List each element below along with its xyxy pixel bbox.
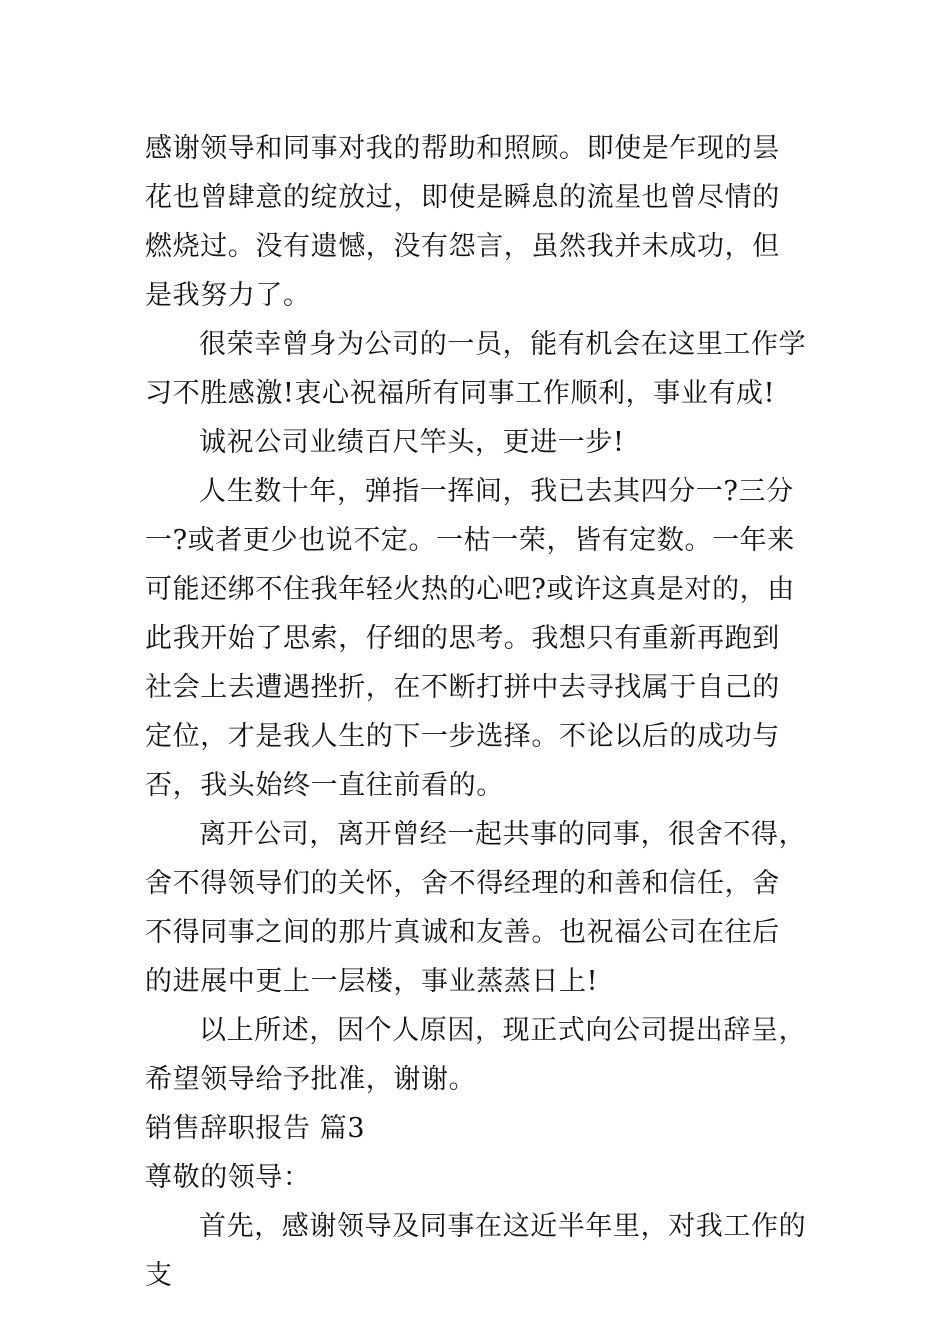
paragraph-gratitude: 感谢领导和同事对我的帮助和照顾。即使是乍现的昙花也曾肆意的绽放过，即使是瞬息的流星也曾尽情的燃烧过。没有遗憾，没有怨言，虽然我并未成功，但是我努力了。 [145, 133, 780, 311]
section-heading: 销售辞职报告 篇3 [145, 1113, 366, 1144]
paragraph-life-reflection: 人生数十年，弹指一挥间，我已去其四分一?三分一?或者更少也说不定。一枯一荣，皆有定数。一年来可能还绑不住我年轻火热的心吧?或许这真是对的，由此我开始了思索，仔细的思考。我想只有重新再跑到社会上去遭遇挫折，在不断打拼中去寻找属于自己的定位，才是我人生的下一步选择。不论以后的成功与否，我头始终一直往前看的。 [145, 476, 795, 801]
document-body [145, 124, 807, 1300]
paragraph-wish-company: 诚祝公司业绩百尺竿头，更进一步! [199, 427, 625, 458]
paragraph-honored: 很荣幸曾身为公司的一员，能有机会在这里工作学习不胜感激!衷心祝福所有同事工作顺利，事业有成! [145, 329, 807, 409]
salutation: 尊敬的领导： [145, 1162, 311, 1193]
paragraph-first: 首先，感谢领导及同事在这近半年里，对我工作的支 [145, 1211, 807, 1291]
paragraph-resignation-request: 以上所述，因个人原因，现正式向公司提出辞呈，希望领导给予批准，谢谢。 [145, 1015, 807, 1095]
paragraph-leaving: 离开公司，离开曾经一起共事的同事，很舍不得，舍不得领导们的关怀，舍不得经理的和善和信任，舍不得同事之间的那片真诚和友善。也祝福公司在往后的进展中更上一层楼，事业蒸蒸日上! [145, 819, 807, 997]
